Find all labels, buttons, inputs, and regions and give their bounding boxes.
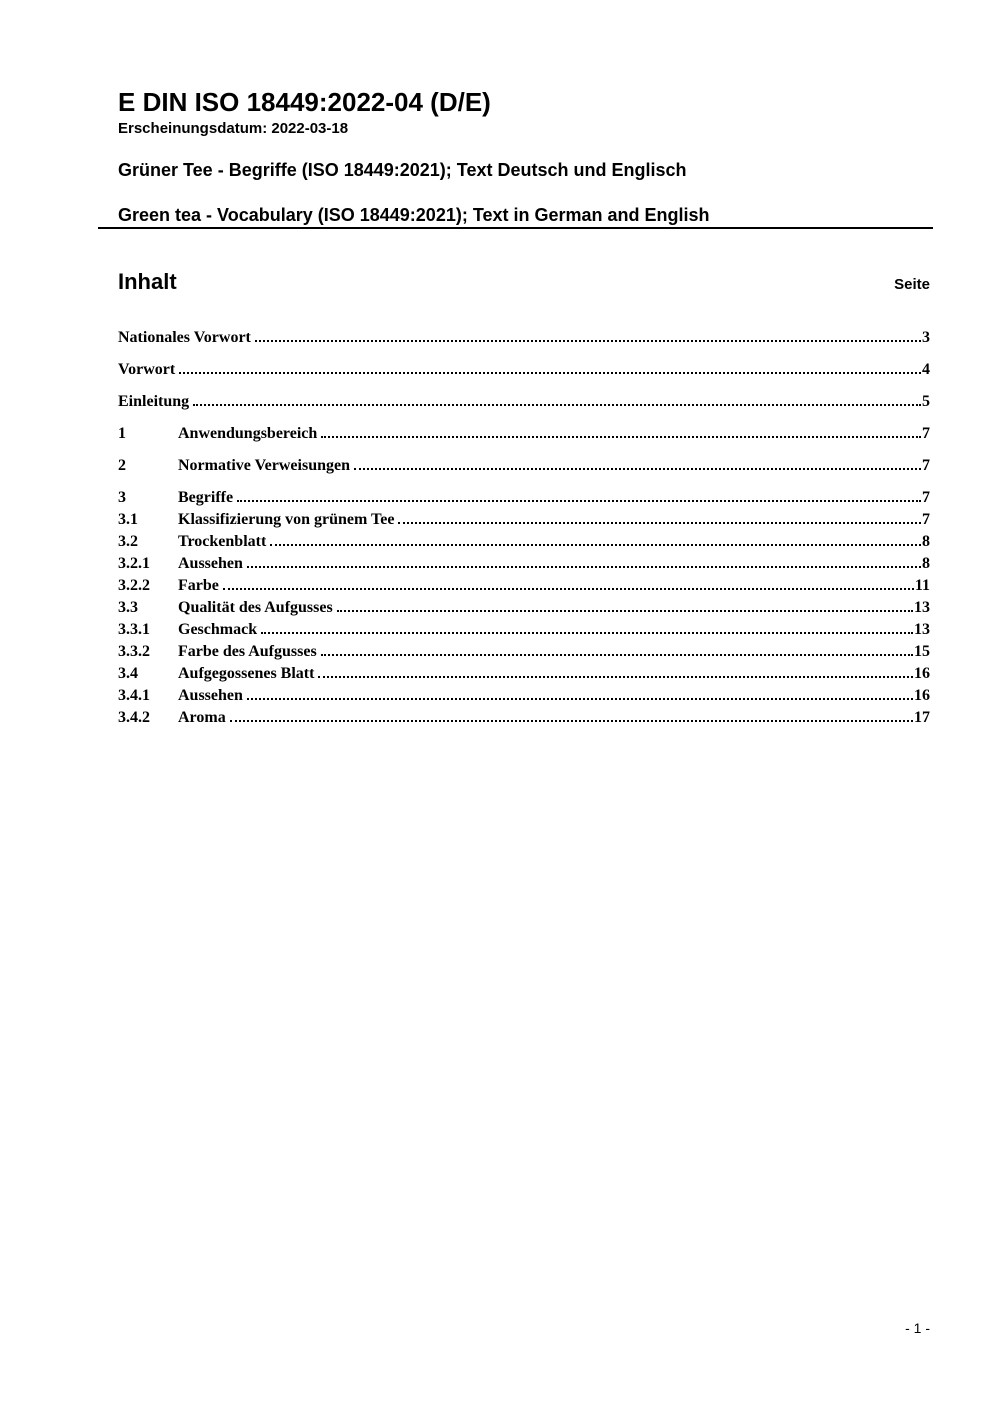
toc-dot-leader [270,532,921,546]
toc-dot-leader [255,328,921,342]
toc-entry-label: Farbe des Aufgusses [178,643,317,660]
toc-dot-leader [321,642,913,656]
toc-entry-number: 3.3 [118,599,138,616]
toc-entry-number: 3.4.1 [118,687,150,704]
toc-entry-number: 3.3.2 [118,643,150,660]
toc-entry-label: Klassifizierung von grünem Tee [178,511,395,528]
toc-entry-page: 15 [914,643,930,660]
toc-entry [118,686,930,704]
toc-entry-page: 8 [922,533,930,550]
toc-dot-leader [318,664,913,678]
toc-entry-page: 4 [922,361,930,378]
toc-entry-label: Qualität des Aufgusses [178,599,333,616]
toc-entry [118,424,930,442]
page-number: - 1 - [905,1320,930,1336]
toc-heading: Inhalt [118,269,177,294]
toc-entry-page: 16 [914,687,930,704]
toc-dot-leader [230,708,913,722]
toc-entry-number: 3.4.2 [118,709,150,726]
toc-entry-number: 3.4 [118,665,138,682]
toc-entry-label: Begriffe [178,489,234,506]
toc-entry [118,576,930,594]
toc-dot-leader [321,424,921,438]
title-english: Green tea - Vocabulary (ISO 18449:2021); Text in German and English [118,205,710,225]
toc-dot-leader [237,488,921,502]
toc-entry-label: Nationales Vorwort [118,329,251,346]
toc-dot-leader [247,554,921,568]
toc-entry-label: Aufgegossenes Blatt [178,665,315,682]
toc-entry-page: 5 [922,393,930,410]
title-german: Grüner Tee - Begriffe (ISO 18449:2021); Text Deutsch und Englisch [118,160,687,180]
toc-entry-page: 13 [914,599,930,616]
header-divider [98,227,933,229]
toc-entry [118,642,930,660]
toc-entry-number: 3.2 [118,533,138,550]
toc-entry-label: Trockenblatt [178,533,267,550]
toc-dot-leader [337,598,913,612]
toc-entry [118,554,930,572]
toc-entry-page: 7 [922,457,930,474]
toc-header [118,267,930,297]
toc-entry [118,456,930,474]
toc-dot-leader [223,576,914,590]
toc-entry [118,532,930,550]
table-of-contents [118,314,930,726]
toc-entry [118,510,930,528]
toc-entry-label: Einleitung [118,393,190,410]
toc-entry-number: 2 [118,457,126,474]
toc-entry-label: Aussehen [178,555,243,572]
toc-entry-label: Farbe [178,577,219,594]
toc-entry [118,598,930,616]
toc-entry [118,488,930,506]
toc-entry-number: 3.1 [118,511,138,528]
toc-entry-number: 3 [118,489,126,506]
toc-entry-page: 3 [922,329,930,346]
toc-dot-leader [261,620,913,634]
toc-dot-leader [193,392,921,406]
toc-entry [118,664,930,682]
toc-entry [118,360,930,378]
toc-entry-label: Normative Verweisungen [178,457,350,474]
toc-entry-page: 7 [922,489,930,506]
toc-dot-leader [247,686,913,700]
toc-entry-label: Anwendungsbereich [178,425,318,442]
publication-date: Erscheinungsdatum: 2022-03-18 [118,120,349,137]
toc-entry-page: 11 [914,577,930,594]
toc-entry-page: 16 [914,665,930,682]
toc-entry [118,620,930,638]
toc-entry-label: Aroma [178,709,226,726]
toc-entry [118,328,930,346]
toc-entry-number: 3.2.1 [118,555,150,572]
toc-entry-page: 7 [922,425,930,442]
toc-entry-number: 1 [118,425,126,442]
toc-dot-leader [354,456,921,470]
toc-entry-page: 13 [914,621,930,638]
toc-entry-page: 17 [914,709,930,726]
toc-entry-number: 3.2.2 [118,577,150,594]
toc-entry-label: Vorwort [118,361,176,378]
toc-entry-number: 3.3.1 [118,621,150,638]
toc-entry [118,708,930,726]
toc-dot-leader [179,360,921,374]
document-number: E DIN ISO 18449:2022-04 (D/E) [118,87,491,117]
toc-entry-page: 8 [922,555,930,572]
toc-page-column-label: Seite [894,276,930,293]
toc-entry [118,392,930,410]
toc-entry-page: 7 [922,511,930,528]
toc-entry-label: Aussehen [178,687,243,704]
toc-dot-leader [398,510,921,524]
toc-entry-label: Geschmack [178,621,258,638]
